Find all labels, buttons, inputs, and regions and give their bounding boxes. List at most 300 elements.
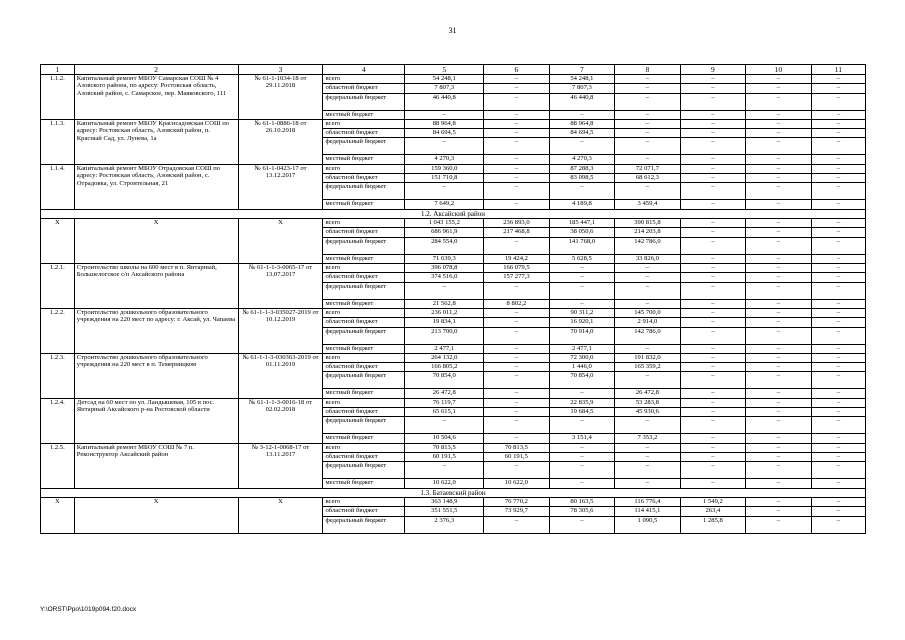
value-cell: –	[811, 408, 865, 417]
value-cell: –	[811, 308, 865, 317]
value-cell: –	[680, 75, 746, 84]
table-row	[41, 498, 866, 507]
value-cell: –	[811, 129, 865, 138]
value-cell: –	[680, 129, 746, 138]
value-cell: –	[549, 443, 615, 452]
value-cell: –	[549, 389, 615, 398]
value-cell: –	[549, 417, 615, 434]
value-cell: –	[484, 282, 550, 299]
value-cell: –	[484, 93, 550, 110]
value-cell: –	[811, 299, 865, 308]
value-cell: –	[811, 344, 865, 353]
item-document: № 61-1-0886-18 от 26.10.2018	[238, 119, 323, 164]
budget-type-label: федеральный бюджет	[323, 93, 405, 110]
item-name: Капитальный ремонт МБОУ Самарская СОШ № 4 Азовского района, по адресу: Ростовская область, Азовский район, с. Самарское, пер. Маяковского, 111	[74, 75, 238, 120]
value-cell: –	[615, 282, 681, 299]
value-cell: –	[680, 318, 746, 327]
value-cell: –	[680, 479, 746, 488]
value-cell: –	[811, 228, 865, 237]
item-number: 1.1.4.	[41, 164, 75, 209]
value-cell: –	[680, 174, 746, 183]
value-cell: 166 805,2	[405, 363, 484, 372]
value-cell: –	[484, 398, 550, 407]
value-cell: –	[811, 84, 865, 93]
value-cell: –	[484, 372, 550, 389]
value-cell: –	[811, 254, 865, 263]
value-cell: 10 504,6	[405, 434, 484, 443]
value-cell: –	[484, 237, 550, 254]
value-cell: –	[811, 516, 865, 533]
value-cell: 72 300,0	[549, 353, 615, 362]
value-cell: 151 710,8	[405, 174, 484, 183]
value-cell: –	[811, 353, 865, 362]
value-cell: –	[680, 237, 746, 254]
page-number: 31	[448, 26, 457, 35]
value-cell: –	[746, 299, 812, 308]
item-document: № 61-1-0423-17 от 13.12.2017	[238, 164, 323, 209]
value-cell: –	[680, 282, 746, 299]
value-cell: 26 472,8	[405, 389, 484, 398]
item-number: 1.2.2.	[41, 308, 75, 353]
value-cell: –	[746, 434, 812, 443]
value-cell: –	[811, 200, 865, 209]
value-cell: –	[615, 138, 681, 155]
value-cell: –	[680, 84, 746, 93]
value-cell: –	[484, 138, 550, 155]
value-cell: –	[549, 138, 615, 155]
value-cell: –	[811, 164, 865, 173]
value-cell: –	[484, 344, 550, 353]
value-cell: –	[615, 417, 681, 434]
value-cell: –	[811, 417, 865, 434]
value-cell: –	[811, 363, 865, 372]
value-cell: –	[746, 417, 812, 434]
value-cell: 142 786,0	[615, 237, 681, 254]
value-cell: 60 191,5	[484, 452, 550, 461]
item-number: 1.1.3.	[41, 119, 75, 164]
value-cell: –	[811, 219, 865, 228]
value-cell: 65 615,1	[405, 408, 484, 417]
value-cell: –	[746, 282, 812, 299]
item-number: 1.2.5.	[41, 443, 75, 488]
value-cell: –	[484, 129, 550, 138]
value-cell: –	[615, 129, 681, 138]
budget-type-label: местный бюджет	[323, 200, 405, 209]
value-cell: 54 248,1	[405, 75, 484, 84]
value-cell: –	[680, 353, 746, 362]
value-cell: 264 132,0	[405, 353, 484, 362]
value-cell: –	[811, 389, 865, 398]
item-document: № 61-1-1-3-0016-18 от 02.02.2018	[238, 398, 323, 443]
value-cell: 213 700,0	[405, 327, 484, 344]
budget-type-label: федеральный бюджет	[323, 516, 405, 533]
header-cell-2: 2	[74, 65, 238, 75]
value-cell: –	[680, 273, 746, 282]
value-cell: 83 098,5	[549, 174, 615, 183]
value-cell: 33 826,0	[615, 254, 681, 263]
value-cell: –	[811, 327, 865, 344]
item-name: Детсад на 60 мест по ул. Ландышевая, 105 в пос. Янтарный Аксайского р-на Ростовской области	[74, 398, 238, 443]
value-cell: –	[746, 119, 812, 128]
item-document: № 61-1-1034-18 от 29.11.2018	[238, 75, 323, 120]
value-cell: –	[405, 417, 484, 434]
value-cell: –	[746, 363, 812, 372]
budget-type-label: всего	[323, 443, 405, 452]
item-number: 1.2.4.	[41, 398, 75, 443]
value-cell: –	[615, 84, 681, 93]
item-name: Х	[74, 219, 238, 264]
value-cell: –	[746, 344, 812, 353]
value-cell: –	[746, 372, 812, 389]
value-cell: –	[680, 299, 746, 308]
value-cell: 78 305,6	[549, 507, 615, 516]
value-cell: 45 930,6	[615, 408, 681, 417]
value-cell: –	[811, 498, 865, 507]
value-cell: –	[746, 155, 812, 164]
value-cell: 141 768,0	[549, 237, 615, 254]
item-document: № 61-1-1-3-0065-17 от 13.07.2017	[238, 264, 323, 309]
value-cell: –	[680, 164, 746, 173]
value-cell: –	[680, 155, 746, 164]
value-cell: –	[615, 452, 681, 461]
value-cell: –	[549, 299, 615, 308]
budget-type-label: федеральный бюджет	[323, 327, 405, 344]
value-cell: 70 813,5	[405, 443, 484, 452]
budget-type-label: федеральный бюджет	[323, 282, 405, 299]
value-cell: 87 288,3	[549, 164, 615, 173]
value-cell: –	[811, 443, 865, 452]
value-cell: –	[680, 138, 746, 155]
budget-type-label: областной бюджет	[323, 408, 405, 417]
value-cell: –	[746, 93, 812, 110]
budget-type-label: областной бюджет	[323, 273, 405, 282]
value-cell: –	[680, 183, 746, 200]
value-cell: –	[549, 462, 615, 479]
value-cell: 73 929,7	[484, 507, 550, 516]
value-cell: 236 893,0	[484, 219, 550, 228]
value-cell: –	[680, 119, 746, 128]
value-cell: –	[549, 282, 615, 299]
header-cell-3: 3	[238, 65, 323, 75]
value-cell: –	[680, 417, 746, 434]
budget-type-label: федеральный бюджет	[323, 183, 405, 200]
value-cell: –	[680, 462, 746, 479]
value-cell: –	[746, 129, 812, 138]
value-cell: 84 694,5	[405, 129, 484, 138]
value-cell: –	[615, 93, 681, 110]
budget-type-label: местный бюджет	[323, 299, 405, 308]
value-cell: 374 516,0	[405, 273, 484, 282]
item-name: Капитальный ремонт МБОУ Краснсадовская СОШ по адресу: Ростовская область, Азовский район, п. Красный Сад, ул. Лунева, 1а	[74, 119, 238, 164]
header-cell-8: 8	[615, 65, 681, 75]
value-cell: 2 477,1	[549, 344, 615, 353]
table-body	[41, 65, 866, 534]
value-cell: –	[405, 282, 484, 299]
value-cell: 26 472,8	[615, 389, 681, 398]
value-cell: –	[746, 254, 812, 263]
budget-type-label: всего	[323, 75, 405, 84]
value-cell: –	[549, 516, 615, 533]
value-cell: 1 285,8	[680, 516, 746, 533]
value-cell: 351 551,5	[405, 507, 484, 516]
value-cell: –	[484, 408, 550, 417]
item-document: № 3-12-1-0068-17 от 13.11.2017	[238, 443, 323, 488]
header-cell-6: 6	[484, 65, 550, 75]
value-cell: –	[680, 344, 746, 353]
value-cell: 84 694,5	[549, 129, 615, 138]
item-number: 1.1.2.	[41, 75, 75, 120]
table-row	[41, 119, 866, 128]
header-cell-9: 9	[680, 65, 746, 75]
budget-type-label: местный бюджет	[323, 254, 405, 263]
value-cell: –	[680, 254, 746, 263]
section-row	[41, 209, 866, 219]
header-cell-10: 10	[746, 65, 812, 75]
value-cell: –	[484, 434, 550, 443]
value-cell: –	[746, 327, 812, 344]
value-cell: –	[680, 264, 746, 273]
value-cell: –	[484, 200, 550, 209]
value-cell: –	[746, 443, 812, 452]
value-cell: –	[484, 174, 550, 183]
value-cell: –	[746, 408, 812, 417]
value-cell: –	[549, 273, 615, 282]
value-cell: 68 612,3	[615, 174, 681, 183]
value-cell: –	[746, 389, 812, 398]
budget-type-label: всего	[323, 353, 405, 362]
value-cell: –	[405, 183, 484, 200]
value-cell: –	[484, 164, 550, 173]
header-cell-4: 4	[323, 65, 405, 75]
value-cell: –	[680, 308, 746, 317]
value-cell: 2 914,0	[615, 318, 681, 327]
value-cell: –	[484, 389, 550, 398]
value-cell: 185 447,1	[549, 219, 615, 228]
value-cell: –	[746, 174, 812, 183]
value-cell: 3 459,4	[615, 200, 681, 209]
value-cell: –	[680, 389, 746, 398]
value-cell: 214 203,8	[615, 228, 681, 237]
value-cell: –	[746, 138, 812, 155]
budget-type-label: областной бюджет	[323, 129, 405, 138]
value-cell: 686 961,9	[405, 228, 484, 237]
value-cell: 46 440,8	[549, 93, 615, 110]
value-cell: 70 854,0	[549, 372, 615, 389]
budget-type-label: местный бюджет	[323, 479, 405, 488]
value-cell: 60 191,5	[405, 452, 484, 461]
value-cell: 72 071,7	[615, 164, 681, 173]
value-cell: –	[746, 353, 812, 362]
item-name: Строительство дошкольного образовательного учреждения на 220 мест по адресу: г. Аксай, ул. Чапаева	[74, 308, 238, 353]
value-cell: 363 148,9	[405, 498, 484, 507]
file-path-footer: Y:\ORST\Ppo\1019p094.f20.docx	[40, 606, 137, 613]
budget-type-label: местный бюджет	[323, 155, 405, 164]
value-cell: –	[811, 174, 865, 183]
value-cell: –	[615, 155, 681, 164]
value-cell: –	[615, 183, 681, 200]
value-cell: 7 649,2	[405, 200, 484, 209]
budget-type-label: всего	[323, 219, 405, 228]
header-cell-11: 11	[811, 65, 865, 75]
value-cell: –	[811, 479, 865, 488]
budget-type-label: федеральный бюджет	[323, 462, 405, 479]
value-cell: –	[405, 462, 484, 479]
item-name: Строительство дошкольного образовательного учреждения на 220 мест в п. Темерницком	[74, 353, 238, 398]
budget-type-label: областной бюджет	[323, 507, 405, 516]
item-document: Х	[238, 498, 323, 534]
value-cell: –	[549, 264, 615, 273]
value-cell: –	[484, 353, 550, 362]
value-cell: 38 050,6	[549, 228, 615, 237]
value-cell: –	[811, 318, 865, 327]
value-cell: –	[549, 479, 615, 488]
value-cell: –	[746, 318, 812, 327]
item-number: Х	[41, 498, 75, 534]
item-document: № 61-1-1-3-035027-2019 от 10.12.2019	[238, 308, 323, 353]
value-cell: –	[811, 93, 865, 110]
budget-type-label: областной бюджет	[323, 318, 405, 327]
value-cell: 3 151,4	[549, 434, 615, 443]
budget-type-label: всего	[323, 498, 405, 507]
value-cell: –	[484, 75, 550, 84]
value-cell: –	[811, 282, 865, 299]
value-cell: –	[549, 452, 615, 461]
value-cell: 191 832,0	[615, 353, 681, 362]
value-cell: –	[811, 237, 865, 254]
header-cell-7: 7	[549, 65, 615, 75]
value-cell: –	[746, 264, 812, 273]
value-cell: –	[405, 138, 484, 155]
budget-type-label: федеральный бюджет	[323, 138, 405, 155]
budget-type-label: областной бюджет	[323, 363, 405, 372]
value-cell: 4 270,3	[405, 155, 484, 164]
value-cell: –	[680, 398, 746, 407]
value-cell: 157 277,3	[484, 273, 550, 282]
value-cell: –	[746, 273, 812, 282]
item-document: Х	[238, 219, 323, 264]
budget-type-label: областной бюджет	[323, 452, 405, 461]
value-cell: –	[680, 408, 746, 417]
value-cell: –	[811, 372, 865, 389]
value-cell: 4 270,3	[549, 155, 615, 164]
value-cell: –	[746, 84, 812, 93]
value-cell: –	[484, 417, 550, 434]
budget-type-label: областной бюджет	[323, 84, 405, 93]
value-cell: –	[615, 344, 681, 353]
item-name: Капитальный ремонт МБОУ СОШ № 7 п. Реконструктор Аксайский район	[74, 443, 238, 488]
value-cell: –	[484, 462, 550, 479]
value-cell: –	[811, 138, 865, 155]
item-number: Х	[41, 219, 75, 264]
value-cell: 159 360,0	[405, 164, 484, 173]
value-cell: 2 477,1	[405, 344, 484, 353]
budget-type-label: местный бюджет	[323, 110, 405, 119]
value-cell: –	[811, 75, 865, 84]
value-cell: 7 807,3	[549, 84, 615, 93]
value-cell: –	[484, 318, 550, 327]
value-cell: 396 078,8	[405, 264, 484, 273]
value-cell: –	[615, 372, 681, 389]
budget-type-label: местный бюджет	[323, 344, 405, 353]
value-cell: –	[405, 110, 484, 119]
value-cell: –	[615, 273, 681, 282]
header-cell-1: 1	[41, 65, 75, 75]
value-cell: 46 440,8	[405, 93, 484, 110]
value-cell: –	[746, 507, 812, 516]
value-cell: 114 415,1	[615, 507, 681, 516]
table-row	[41, 398, 866, 407]
value-cell: –	[680, 93, 746, 110]
value-cell: –	[811, 110, 865, 119]
value-cell: –	[746, 452, 812, 461]
item-number: 1.2.1.	[41, 264, 75, 309]
value-cell: 263,4	[680, 507, 746, 516]
budget-type-label: местный бюджет	[323, 434, 405, 443]
value-cell: –	[746, 516, 812, 533]
table-row	[41, 75, 866, 84]
table-row	[41, 443, 866, 452]
value-cell: –	[811, 183, 865, 200]
value-cell: –	[680, 200, 746, 209]
value-cell: 70 914,0	[549, 327, 615, 344]
value-cell: 116 776,4	[615, 498, 681, 507]
value-cell: 21 562,8	[405, 299, 484, 308]
table-row	[41, 164, 866, 173]
value-cell: –	[615, 299, 681, 308]
value-cell: 236 011,2	[405, 308, 484, 317]
value-cell: 70 854,0	[405, 372, 484, 389]
value-cell: –	[811, 264, 865, 273]
value-cell: –	[746, 110, 812, 119]
budget-type-label: федеральный бюджет	[323, 417, 405, 434]
value-cell: –	[811, 398, 865, 407]
value-cell: –	[746, 219, 812, 228]
value-cell: –	[746, 237, 812, 254]
value-cell: –	[811, 452, 865, 461]
value-cell: –	[811, 273, 865, 282]
value-cell: –	[615, 479, 681, 488]
section-row	[41, 488, 866, 498]
value-cell: 10 622,0	[484, 479, 550, 488]
value-cell: 90 311,2	[549, 308, 615, 317]
value-cell: –	[615, 119, 681, 128]
value-cell: –	[746, 462, 812, 479]
value-cell: 145 700,0	[615, 308, 681, 317]
value-cell: –	[484, 363, 550, 372]
value-cell: –	[615, 110, 681, 119]
value-cell: –	[811, 507, 865, 516]
value-cell: 390 815,8	[615, 219, 681, 228]
budget-type-label: всего	[323, 398, 405, 407]
value-cell: 80 163,5	[549, 498, 615, 507]
value-cell: –	[746, 75, 812, 84]
section-title: 1.3. Батаевский район	[41, 488, 866, 498]
value-cell: –	[484, 327, 550, 344]
value-cell: –	[615, 264, 681, 273]
value-cell: 10 622,0	[405, 479, 484, 488]
value-cell: –	[680, 443, 746, 452]
value-cell: –	[484, 308, 550, 317]
value-cell: –	[615, 75, 681, 84]
header-cell-5: 5	[405, 65, 484, 75]
value-cell: –	[746, 228, 812, 237]
value-cell: –	[746, 200, 812, 209]
budget-type-label: федеральный бюджет	[323, 372, 405, 389]
budget-type-label: местный бюджет	[323, 389, 405, 398]
value-cell: 1 043 155,2	[405, 219, 484, 228]
item-name: Капитальный ремонт МБОУ Отрадовская СОШ по адресу: Ростовская область, Азовский район, с. Отрадовка, ул. Строительная, 21	[74, 164, 238, 209]
item-number: 1.2.3.	[41, 353, 75, 398]
